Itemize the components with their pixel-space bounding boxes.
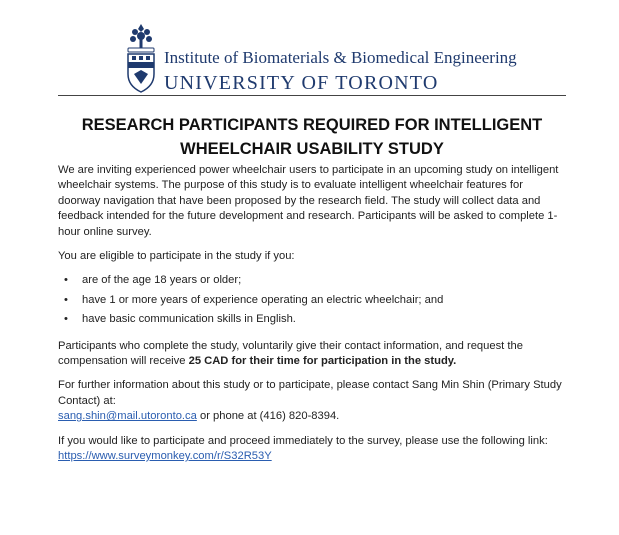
title-line-1: RESEARCH PARTICIPANTS REQUIRED FOR INTELLIGENT bbox=[81, 116, 543, 134]
page-title bbox=[58, 113, 566, 161]
survey-paragraph bbox=[58, 434, 566, 465]
phone-text: or phone at (416) 820-8394. bbox=[196, 410, 340, 423]
criterion-text: have 1 or more years of experience operating an electric wheelchair; and bbox=[82, 293, 444, 306]
bullet-icon: • bbox=[64, 313, 68, 326]
survey-link[interactable]: https://www.surveymonkey.com/r/S32R53Y bbox=[58, 450, 272, 463]
list-item bbox=[64, 293, 566, 308]
header-divider bbox=[58, 95, 566, 96]
eligibility-list bbox=[58, 273, 566, 327]
institute-name: Institute of Biomaterials & Biomedical Engineering bbox=[164, 48, 517, 67]
list-item bbox=[64, 312, 566, 327]
email-link[interactable]: sang.shin@mail.utoronto.ca bbox=[58, 410, 197, 423]
criterion-text: have basic communication skills in English. bbox=[82, 313, 296, 326]
document-body bbox=[58, 163, 566, 474]
spacer bbox=[58, 425, 566, 434]
intro-paragraph: We are inviting experienced power wheelchair users to participate in an upcoming study on intelligent wheelchair systems. The purpose of this study is to evaluate intelligent wheelchair features for doorway navigation that have been proposed by the research field. The study will collect data and feedback intended for the future development and research. Participants will be asked to complete 1-hour online survey. bbox=[58, 164, 559, 238]
survey-text: If you would like to participate and proceed immediately to the survey, please use the following link: bbox=[58, 434, 548, 447]
list-item bbox=[64, 273, 566, 288]
title-line-2: WHEELCHAIR USABILITY STUDY bbox=[180, 140, 444, 158]
bullet-icon: • bbox=[64, 293, 68, 306]
letterhead bbox=[124, 22, 564, 94]
bullet-icon: • bbox=[64, 274, 68, 287]
university-name: UNIVERSITY OF TORONTO bbox=[164, 72, 439, 94]
compensation-paragraph bbox=[58, 339, 566, 370]
contact-paragraph bbox=[58, 378, 566, 424]
eligibility-lead: You are eligible to participate in the study if you: bbox=[58, 250, 295, 263]
compensation-text: Participants who complete the study, voluntarily give their contact information, and request the compensation will receive bbox=[58, 339, 523, 368]
compensation-amount: 25 CAD for their time for participation in the study. bbox=[188, 355, 457, 368]
contact-text: For further information about this study or to participate, please contact Sang Min Shin (Primary Study Contact) at: bbox=[58, 379, 562, 407]
criterion-text: are of the age 18 years or older; bbox=[82, 274, 242, 287]
university-crest-icon bbox=[124, 22, 158, 94]
